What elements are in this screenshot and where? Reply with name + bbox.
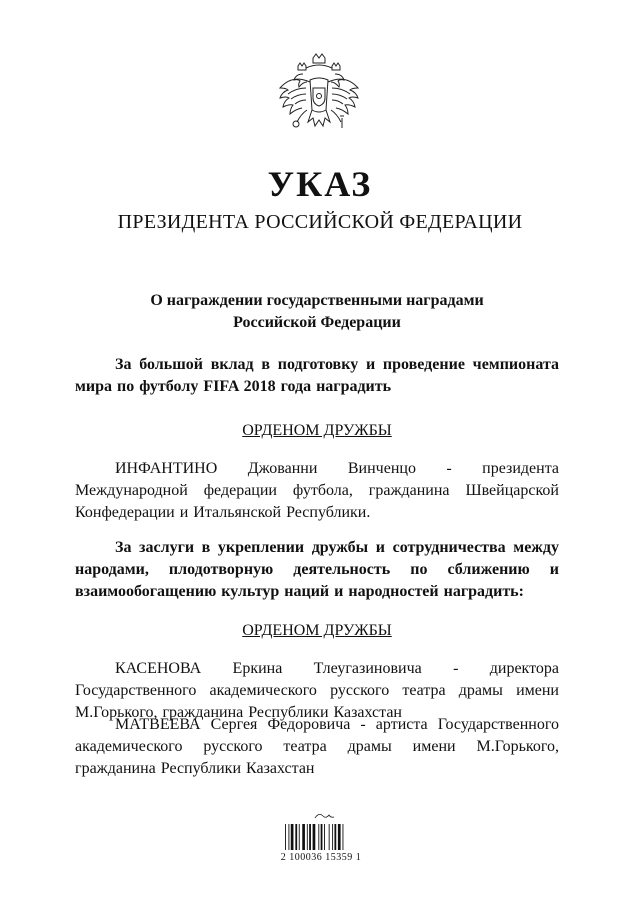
section1-recipient: ИНФАНТИНО Джованни Винченцо - президента Международной федерации футбола, гражданина Швейцарской Конфедерации и Итальянской Республики. xyxy=(75,460,559,521)
barcode-number: 2 100036 15359 1 xyxy=(280,852,362,863)
decree-heading-line1: О награждении государственными наградами xyxy=(150,292,484,309)
section2-order-wrapper xyxy=(75,620,559,642)
section1-order-wrapper xyxy=(75,420,559,442)
section1-intro: За большой вклад в подготовку и проведение чемпионата мира по футболу FIFA 2018 года наградить xyxy=(75,356,559,395)
decree-heading-line2: Российской Федерации xyxy=(233,314,401,331)
decree-heading xyxy=(75,290,559,334)
section2-recipient-2: МАТВЕЕВА Сергея Федоровича - артиста Государственного академического русского театра драмы имени М.Горького, гражданина Республики Казахстан xyxy=(75,716,559,777)
section2-recipient-1: КАСЕНОВА Еркина Тлеугазиновича - директора Государственного академического русского театра драмы имени М.Горького, гражданина Республики Казахстан xyxy=(75,660,559,721)
document-subtitle: ПРЕЗИДЕНТА РОССИЙСКОЙ ФЕДЕРАЦИИ xyxy=(117,211,523,233)
coat-of-arms-emblem-icon xyxy=(276,52,362,144)
section2-order-name: ОРДЕНОМ ДРУЖБЫ xyxy=(242,622,392,639)
document-title: УКАЗ xyxy=(267,164,373,204)
section2-intro: За заслуги в укреплении дружбы и сотрудничества между народами, плодотворную деятельность по сближению и взаимообогащению культур наций и народностей наградить: xyxy=(75,539,559,600)
section1-order-name: ОРДЕНОМ ДРУЖБЫ xyxy=(242,422,392,439)
